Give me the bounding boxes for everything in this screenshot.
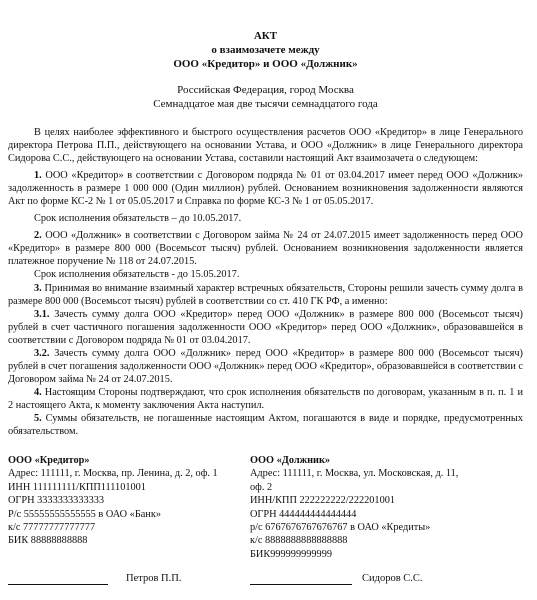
clause-text: Принимая во внимание взаимный характер встречных обязательств, Стороны решили зачесть сумму долга в размере 800 000 (Восемьсот тысяч) рублей в соответствии со ст. 410 ГК РФ, а именно:	[8, 282, 523, 307]
signature-line	[250, 573, 352, 585]
signature-line	[8, 573, 108, 585]
clause-paragraph	[8, 212, 523, 225]
creditor-address: Адрес: 111111, г. Москва, пр. Ленина, д. 2, оф. 1	[8, 468, 218, 480]
debtor-ogrn: ОГРН 444444444444444	[250, 508, 357, 520]
clause-paragraph	[8, 386, 523, 412]
creditor-bik: БИК 88888888888	[8, 535, 88, 547]
clause-number: 2.	[34, 230, 42, 242]
clause-paragraph	[8, 229, 523, 268]
clause-paragraph	[8, 169, 523, 208]
clause-text: Срок исполнения обязательств - до 15.05.2017.	[34, 269, 240, 281]
doc-body	[8, 126, 523, 438]
clause-text: Срок исполнения обязательств – до 10.05.2017.	[34, 213, 242, 225]
debtor-inn: ИНН/КПП 222222222/222201001	[250, 495, 396, 507]
debtor-address: Адрес: 111111, г. Москва, ул. Московская, д. 11,	[250, 468, 459, 480]
debtor-address-office: оф. 2	[250, 481, 273, 493]
clause-number: 3.1.	[34, 308, 50, 320]
debtor-signatory: Сидоров С.С.	[362, 573, 423, 584]
doc-subtitle: о взаимозачете между	[211, 43, 320, 56]
clause-number: 4.	[34, 387, 42, 399]
clause-text: Настоящим Стороны подтверждают, что срок исполнения обязательств по договорам, указанным в п. п. 1 и 2 настоящего Акта, к моменту заключения Акта наступил.	[8, 387, 523, 412]
intro-paragraph: В целях наиболее эффективного и быстрого осуществления расчетов ООО «Кредитор» в лице Генерального директора Петрова П.П., действующего на основании Устава, и ООО «Должник» в лице Генерального директора Сидорова С.С., действующего на основании Устава, составили настоящий Акт взаимозачета о следующем:	[8, 126, 523, 164]
debtor-details	[250, 454, 520, 561]
creditor-signatory: Петров П.П.	[126, 573, 182, 584]
clause-text: Суммы обязательств, не погашенные настоящим Актом, погашаются в виде и порядке, предусмотренных обязательством.	[8, 413, 523, 438]
creditor-account: Р/с 55555555555555 в ОАО «Банк»	[8, 508, 161, 520]
clause-paragraph	[8, 412, 523, 438]
clause-paragraph	[8, 308, 523, 347]
debtor-account: р/с 6767676767676767 в ОАО «Кредиты»	[250, 521, 431, 533]
doc-place: Российская Федерация, город Москва	[177, 83, 354, 96]
clause-paragraph	[8, 268, 523, 281]
debtor-signature	[250, 572, 423, 585]
clause-text: ООО «Должник» в соответствии с Договором займа № 24 от 24.07.2015 имеет задолженность перед ООО «Кредитор» в размере 800 000 (Восемьсот тысяч) рублей. Основанием возникновения задолженности является платежное поручение № 118 от 24.07.2015.	[8, 230, 523, 268]
creditor-signature	[8, 572, 181, 585]
clause-text: Зачесть сумму долга ООО «Должник» перед ООО «Кредитор» в размере 800 000 (Восемьсот тысяч) рублей в счет погашения задолженности ООО «Должник» перед ООО «Кредитор», образовавшейся в соответствии с Договором займа № 24 от 24.07.2015.	[8, 347, 523, 385]
clause-number: 5.	[34, 413, 42, 425]
clause-number: 1.	[34, 170, 42, 182]
debtor-name: ООО «Должник»	[250, 455, 331, 466]
doc-title: АКТ	[253, 30, 278, 42]
clause-number: 3.	[34, 282, 42, 294]
clause-paragraph	[8, 347, 523, 386]
creditor-ogrn: ОГРН 3333333333333	[8, 495, 105, 507]
doc-date: Семнадцатое мая две тысячи семнадцатого года	[153, 97, 378, 110]
debtor-corr-account: к/с 8888888888888888	[250, 535, 348, 547]
clause-text: Зачесть сумму долга ООО «Кредитор» перед ООО «Должник» в размере 800 000 (Восемьсот тысяч) рублей в счет частичного погашения задолженности ООО «Кредитор» перед ООО «Должник», образовавшейся в соответствии с Договором подряда № 01 от 03.04.2017.	[8, 308, 523, 346]
clause-text: ООО «Кредитор» в соответствии с Договором подряда № 01 от 03.04.2017 имеет перед ООО «Должник» задолженность в размере 1 000 000 (Один миллион) рублей. Основанием возникновения задолженности являются Акт по форме КС-2 № 1 от 05.05.2017 и Справка по форме КС-3 № 1 от 05.05.2017.	[8, 170, 523, 208]
creditor-name: ООО «Кредитор»	[8, 455, 90, 466]
debtor-bik: БИК999999999999	[250, 548, 332, 560]
creditor-inn: ИНН 111111111/КПП111101001	[8, 481, 146, 493]
clause-number: 3.2.	[34, 347, 50, 359]
creditor-details	[8, 454, 258, 548]
creditor-corr-account: к/с 77777777777777	[8, 521, 96, 533]
clause-paragraph	[8, 282, 523, 308]
doc-parties-title: ООО «Кредитор» и ООО «Должник»	[173, 57, 358, 70]
